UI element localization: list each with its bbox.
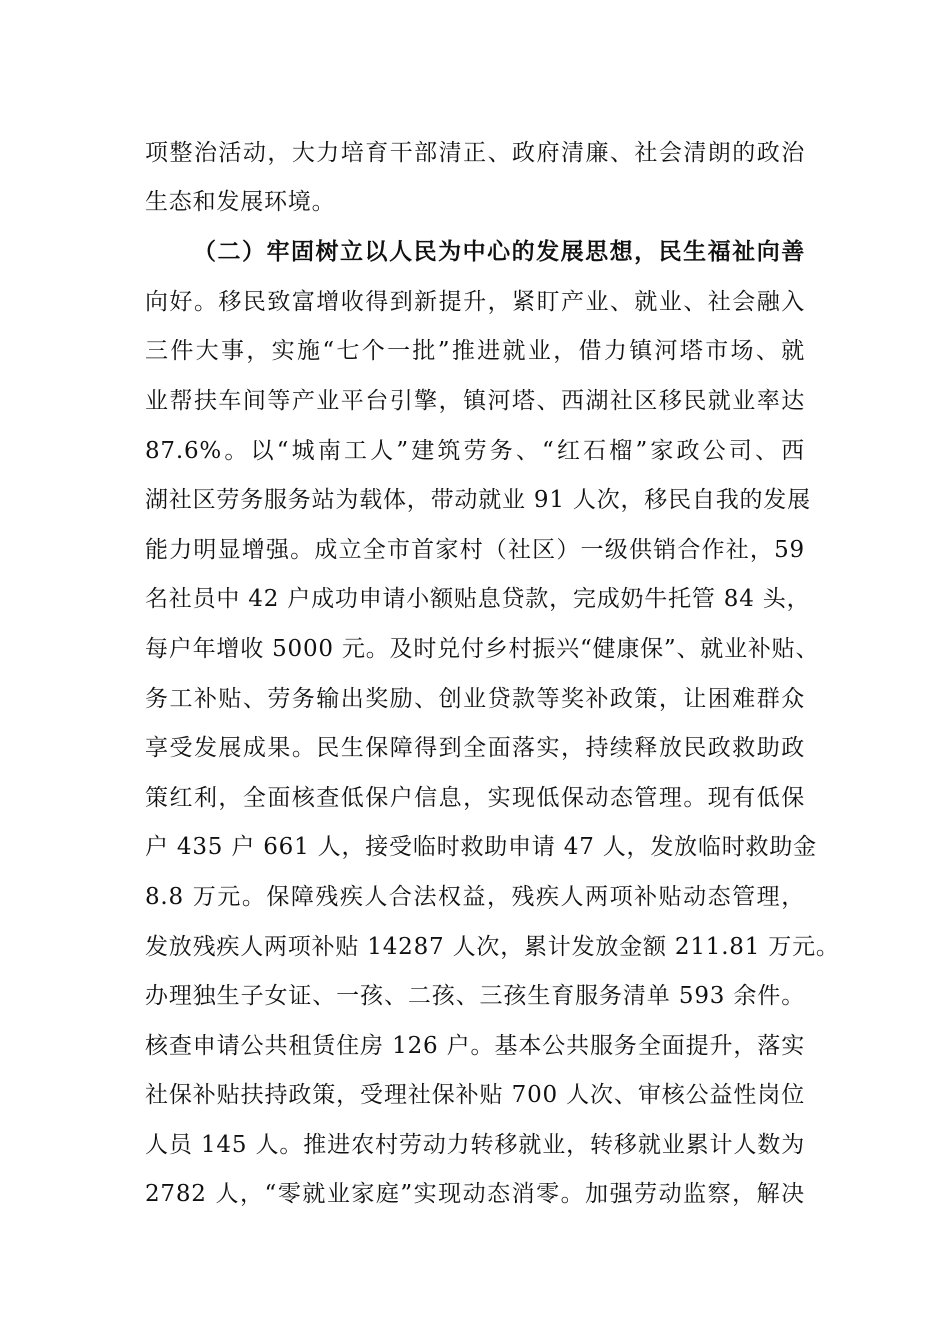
body-text-line: 87.6%。以“城南工人”建筑劳务、“红石榴”家政公司、西 [145, 438, 805, 464]
body-text-line: 每户年增收 5000 元。及时兑付乡村振兴“健康保”、就业补贴、 [145, 636, 820, 662]
body-text-line: 办理独生子女证、一孩、二孩、三孩生育服务清单 593 余件。 [145, 983, 805, 1009]
body-text-line: 享受发展成果。民生保障得到全面落实，持续释放民政救助政 [145, 735, 805, 761]
body-text-line: 生态和发展环境。 [145, 189, 336, 215]
body-text-line: 三件大事，实施“七个一批”推进就业，借力镇河塔市场、就 [145, 338, 805, 364]
body-text-line: 社保补贴扶持政策，受理社保补贴 700 人次、审核公益性岗位 [145, 1082, 805, 1108]
body-text-line: 人员 145 人。推进农村劳动力转移就业，转移就业累计人数为 [145, 1132, 805, 1158]
body-text-line: 能力明显增强。成立全市首家村（社区）一级供销合作社，59 [145, 537, 805, 563]
body-text-line: 向好。移民致富增收得到新提升，紧盯产业、就业、社会融入 [145, 289, 805, 315]
body-text-line: 户 435 户 661 人，接受临时救助申请 47 人，发放临时救助金 [145, 834, 817, 860]
body-text-line: 务工补贴、劳务输出奖励、创业贷款等奖补政策，让困难群众 [145, 686, 805, 712]
body-text-line: 策红利，全面核查低保户信息，实现低保动态管理。现有低保 [145, 785, 805, 811]
body-text-line: 湖社区劳务服务站为载体，带动就业 91 人次，移民自我的发展 [145, 487, 811, 513]
body-text-line: 核查申请公共租赁住房 126 户。基本公共服务全面提升，落实 [145, 1033, 805, 1059]
body-text-line: 名社员中 42 户成功申请小额贴息贷款，完成奶牛托管 84 头， [145, 586, 811, 612]
body-text-line: 2782 人，“零就业家庭”实现动态消零。加强劳动监察，解决 [145, 1181, 805, 1207]
section-heading: （二）牢固树立以人民为中心的发展思想，民生福祉向善 [193, 238, 805, 265]
body-text-line: 业帮扶车间等产业平台引擎，镇河塔、西湖社区移民就业率达 [145, 388, 805, 414]
body-text-line: 8.8 万元。保障残疾人合法权益，残疾人两项补贴动态管理， [145, 884, 805, 910]
body-text-line: 发放残疾人两项补贴 14287 人次，累计发放金额 211.81 万元。 [145, 934, 840, 960]
body-text-line: 项整治活动，大力培育干部清正、政府清廉、社会清朗的政治 [145, 140, 805, 166]
